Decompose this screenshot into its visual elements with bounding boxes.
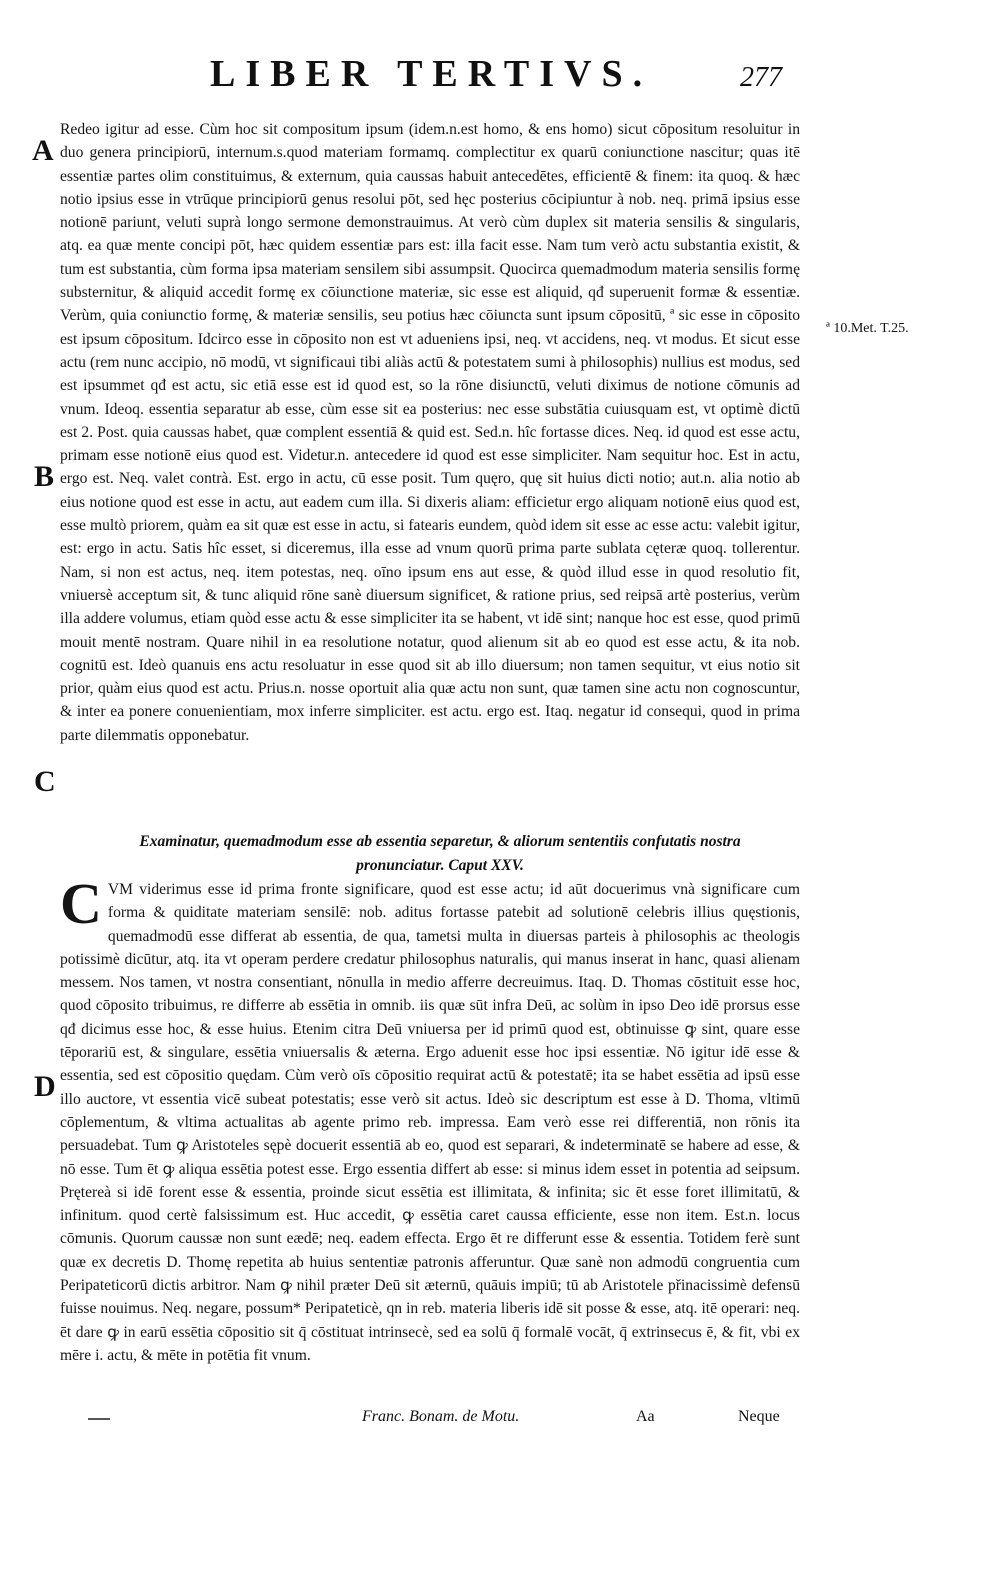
- running-title: LIBER TERTIVS.: [210, 53, 653, 95]
- drop-cap: C: [60, 871, 102, 936]
- margin-letter-c: C: [34, 765, 56, 798]
- catchword: Neque: [738, 1408, 780, 1425]
- margin-letter-b: B: [34, 460, 55, 493]
- body-paragraph-1: [60, 118, 800, 747]
- chapter-heading: [80, 830, 800, 878]
- chapter-heading-line1: Examinatur, quemadmodum esse ab essentia separetur, & aliorum sententiis confutatis nostra: [139, 833, 741, 850]
- margin-letter-a: A: [32, 134, 54, 167]
- scan-mark: [88, 1418, 110, 1420]
- margin-letter-d: D: [34, 1070, 56, 1103]
- paragraph-text: VM viderimus esse id prima fronte significare, quod est esse actu; id aūt docuerimus vnà significare cum forma & quiditate materiam sensilē: nob. aditus fortasse patebit ad solutionē celebris illius quęstionis, quemadmodū esse differat ab essentia, de qua, tametsi multa in diuersas parteis à philosophis ac theologis potissimè dicūtur, atq. ita vt operam perdere credatur philosophus naturalis, qui manus inserat in hanc, quasi alienam messem. Nos tamen, vt nostra consentiant, nōnulla in medio afferre decreuimus. Itaq. D. Thomas cōstituit esse hoc, quod cōposito tribuimus, re differre ab essētia in omnib. iis quæ sūt infra Deū, ac solùm in ipso Deo idē prorsus esse qđ dicimus esse hoc, & esse huius. Etenim citra Deū vniuersa per id primū quod est, obtinuisse ꝙ sint, quare esse tēporariū est, & singulare, essētia vniuersalis & æterna. Ergo aduenit esse hoc ipsi essentiæ. Nō igitur idē esse & essentia, sed est cōpositio quędam. Cùm verò oīs cōpositio requirat actū & potestatē; ita se habet essētia ad ipsū esse illo auctore, vt essentia vicē subeat potestatis; esse verò sit actus. Ideò sic descriptum est esse à D. Thoma, vltimū cōplementum, & vltima actualitas ab agente primo reb. impressa. Eam verò esse rei differentiā, non rōnis ita persuadebat. Tum ꝙ Aristoteles sępè docuerit essentiā ab eo, quod est separari, & indeterminatē se habere ad esse, & nō esse. Tum ēt ꝙ aliqua essētia potest esse. Ergo essentia differt ab esse: si minus idem esset in potentia ad seipsum. Prętereà si idē forent esse & essentia, proinde sicut essētia est illimitata, & infinita; sic ēt esse foret illimitatū, & infinitum. quod certè falsissimum est. Huc accedit, ꝙ essētia caret caussa efficiente, esse non item. Est.n. locus cōmunis. Quorum caussæ non sunt eædē; neq. eadem effecta. Ergo ēt re differunt esse & essentia. Totidem ferè sunt quæ ex decretis D. Thomę repetita ab huius sententiæ patronis afferuntur. Quæ sanè non admodū congruentia cum Peripateticorū dictis arbitror. Nam ꝙ nihil præter Deū sit æternū, quāuis impiū; tū ab Aristotele přinacissimè defensū fuisse nouimus. Neq. negare, possum* Peripateticè, qn in reb. materia liberis idē sit posse & esse, atq. itē operari: neq. ēt dare ꝙ in earū essētia cōpositio sit q̄ cōstituat intrinsecè, sed ea solū q̄ formalē vocāt, q̄ extrinsecus ē, & fit, vbi ex mēre i. actu, & mēte in potētia fit vnum.: [60, 881, 800, 1364]
- body-paragraph-2: [60, 871, 800, 1367]
- page-number: 277: [740, 62, 782, 93]
- signature-mark: Aa: [636, 1408, 655, 1425]
- footer-author: Franc. Bonam. de Motu.: [362, 1408, 520, 1425]
- paragraph-text: Redeo igitur ad esse. Cùm hoc sit compositum ipsum (idem.n.est homo, & ens homo) sicut cōpositum resoluitur in duo genera principiorū, internum.s.quod materiam formamq. complectitur ex quarū coniunctione nascitur; quas itē essentiæ partes olim constituimus, & externum, quia caussas habuit antecedētes, efficientē & finem: ita quoq. & hæc notio ipsius esse in vtrūque principiorū genus resolui pōt, sed hęc posterius cōcipiuntur à nob. neq. primā ipsius esse notionē pariunt, veluti suprà longo sermone demonstrauimus. At verò cùm duplex sit materia sensilis & singularis, atq. ea quæ mente concipi pōt, hæc quidem essentiæ pars est: illa facit esse. Nam tum verò actu substantia existit, & tum est substantia, cùm forma ipsa materiam sensilem sibi assumpsit. Quocirca quemadmodum materia sensilis formę substernitur, & aliquid accedit formę ex cōiunctione materiæ, sic esse est aliquid, qđ superuenit formæ & essentiæ. Verùm, quia coniunctio formę, & materiæ sensilis, seu potius hæc cōiuncta sunt ipsum cōpositū, ª sic esse in cōposito est ipsum cōpositum. Idcirco esse in cōposito non est vt adueniens ipsi, neq. vt accidens, neq. vt modus. Et sicut esse actu (rem nunc accipio, nō modū, vt significaui tibi aliàs actū & potestatem sumi à philosophis) nullius est modus, sed est ipsummet qđ est actu, sic etiā esse est id quod est, so la rōne disiunctū, veluti diximus de notione cōmunis ad vnum. Ideoq. essentia separatur ab esse, cùm esse sit ea posterius: nec esse substātia cuiusquam est, vt optimè dictū est 2. Post. quia caussas habet, quæ complent essentiā & quid est. Sed.n. hîc fortasse dices. Neq. id quod est esse actu, primam esse notionē eius quod est. Videtur.n. antecedere id quod est esse simpliciter. Nam sequitur hoc. Est in actu, ergo est. Neq. valet contrà. Est. ergo in actu, cū esse posit. Tum quęro, quę sit huius dicti notio; aut.n. alia notio ab eius notione quod est esse in actu, aut eadem cum illa. Si dixeris aliam: efficietur ergo aliquam notionē eius quod est, esse multò priorem, quàm ea sit quæ est esse in actu, si fatearis eundem, quòd idem sit esse ac esse actu: valebit igitur, est: ergo in actu. Satis hîc esset, si diceremus, illa esse ad vnum quorū prima parte sublata cęteræ quoq. tollerentur. Nam, si non est actus, neq. item potestas, neq. oīno ipsum ens aut esse, & quòd illud esse in quod resolutio fit, vniuersè acceptum sit, & tunc aliquid rōne sanè diuersum significet, & ratione prius, sed reipsā artè posterius, verùm illa addere volumus, etiam quòd esse actu & esse simpliciter ita se habent, vt idē sint; nanque hoc est esse, quod primū mouit mentē nostram. Quare nihil in ea resolutione notatur, quod alienum sit ab eo quod est esse actu, & ita nob. cognitū est. Ideò quanuis ens actu resoluatur in esse quod sit ab illo diuersum; non tamen sequitur, vt eius notio sit prior, quàm eius quod est actu. Prius.n. nosse oportuit alia quæ actu non sunt, quæ tamen sine actu non cognoscuntur, & inter ea ponere conuenientiam, mox inferre simpliciter. est actu. ergo est. Itaq. negatur id consequi, quod in prima parte dilemmatis opponebatur.: [60, 121, 800, 744]
- margin-note: ª 10.Met. T.25.: [826, 321, 909, 336]
- chapter-heading-line2: pronunciatur. Caput XXV.: [356, 857, 524, 874]
